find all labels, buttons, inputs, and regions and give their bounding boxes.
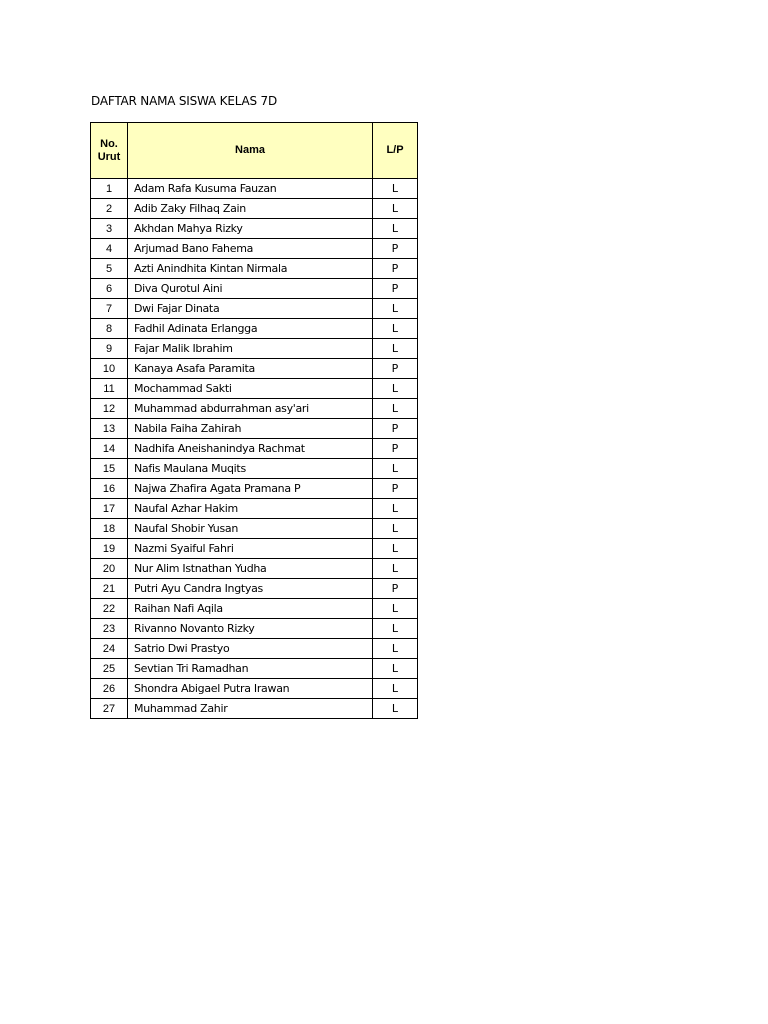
- row-number: 8: [91, 319, 128, 339]
- student-gender: L: [373, 619, 418, 639]
- row-number: 16: [91, 479, 128, 499]
- table-row: [91, 479, 418, 499]
- student-table: [90, 122, 418, 719]
- student-name: Nafis Maulana Muqits: [128, 459, 373, 479]
- student-gender: L: [373, 179, 418, 199]
- student-gender: L: [373, 339, 418, 359]
- table-row: [91, 339, 418, 359]
- row-number: 13: [91, 419, 128, 439]
- row-number: 21: [91, 579, 128, 599]
- row-number: 5: [91, 259, 128, 279]
- student-name: Nadhifa Aneishanindya Rachmat: [128, 439, 373, 459]
- student-gender: L: [373, 559, 418, 579]
- student-gender: L: [373, 399, 418, 419]
- table-row: [91, 579, 418, 599]
- row-number: 14: [91, 439, 128, 459]
- row-number: 4: [91, 239, 128, 259]
- row-number: 19: [91, 539, 128, 559]
- student-gender: P: [373, 259, 418, 279]
- table-row: [91, 459, 418, 479]
- header-gender: L/P: [373, 123, 418, 179]
- student-gender: L: [373, 459, 418, 479]
- row-number: 3: [91, 219, 128, 239]
- row-number: 15: [91, 459, 128, 479]
- student-name: Muhammad abdurrahman asy'ari: [128, 399, 373, 419]
- row-number: 20: [91, 559, 128, 579]
- student-gender: L: [373, 679, 418, 699]
- student-name: Naufal Shobir Yusan: [128, 519, 373, 539]
- header-row: [91, 123, 418, 179]
- table-row: [91, 439, 418, 459]
- student-name: Mochammad Sakti: [128, 379, 373, 399]
- student-gender: L: [373, 319, 418, 339]
- document-title: DAFTAR NAMA SISWA KELAS 7D: [91, 94, 277, 108]
- header-no-label: No. Urut: [97, 137, 121, 163]
- row-number: 27: [91, 699, 128, 719]
- student-name: Arjumad Bano Fahema: [128, 239, 373, 259]
- student-gender: L: [373, 659, 418, 679]
- student-name: Adib Zaky Filhaq Zain: [128, 199, 373, 219]
- student-name: Azti Anindhita Kintan Nirmala: [128, 259, 373, 279]
- table-body: [91, 179, 418, 719]
- student-name: Nabila Faiha Zahirah: [128, 419, 373, 439]
- row-number: 17: [91, 499, 128, 519]
- table-row: [91, 499, 418, 519]
- student-name: Adam Rafa Kusuma Fauzan: [128, 179, 373, 199]
- table-row: [91, 259, 418, 279]
- student-gender: L: [373, 219, 418, 239]
- row-number: 2: [91, 199, 128, 219]
- student-name: Satrio Dwi Prastyo: [128, 639, 373, 659]
- student-gender: L: [373, 379, 418, 399]
- row-number: 11: [91, 379, 128, 399]
- table-row: [91, 699, 418, 719]
- table-row: [91, 519, 418, 539]
- student-gender: P: [373, 239, 418, 259]
- student-name: Diva Qurotul Aini: [128, 279, 373, 299]
- student-gender: L: [373, 519, 418, 539]
- student-gender: P: [373, 359, 418, 379]
- student-name: Putri Ayu Candra Ingtyas: [128, 579, 373, 599]
- student-gender: P: [373, 419, 418, 439]
- table-row: [91, 279, 418, 299]
- student-name: Rivanno Novanto Rizky: [128, 619, 373, 639]
- table-row: [91, 539, 418, 559]
- table-row: [91, 239, 418, 259]
- row-number: 24: [91, 639, 128, 659]
- table-row: [91, 599, 418, 619]
- row-number: 22: [91, 599, 128, 619]
- student-gender: L: [373, 639, 418, 659]
- table-row: [91, 399, 418, 419]
- student-gender: L: [373, 539, 418, 559]
- student-gender: P: [373, 479, 418, 499]
- student-name: Nur Alim Istnathan Yudha: [128, 559, 373, 579]
- row-number: 10: [91, 359, 128, 379]
- header-no: [91, 123, 128, 179]
- table-row: [91, 179, 418, 199]
- table-row: [91, 559, 418, 579]
- student-name: Nazmi Syaiful Fahri: [128, 539, 373, 559]
- student-name: Naufal Azhar Hakim: [128, 499, 373, 519]
- student-name: Muhammad Zahir: [128, 699, 373, 719]
- student-name: Raihan Nafi Aqila: [128, 599, 373, 619]
- row-number: 26: [91, 679, 128, 699]
- student-gender: P: [373, 439, 418, 459]
- table-row: [91, 299, 418, 319]
- student-name: Fadhil Adinata Erlangga: [128, 319, 373, 339]
- row-number: 1: [91, 179, 128, 199]
- student-gender: L: [373, 199, 418, 219]
- student-name: Akhdan Mahya Rizky: [128, 219, 373, 239]
- table-row: [91, 419, 418, 439]
- row-number: 6: [91, 279, 128, 299]
- table-row: [91, 359, 418, 379]
- student-gender: P: [373, 279, 418, 299]
- student-gender: L: [373, 299, 418, 319]
- student-name: Dwi Fajar Dinata: [128, 299, 373, 319]
- row-number: 25: [91, 659, 128, 679]
- student-gender: L: [373, 499, 418, 519]
- table-row: [91, 219, 418, 239]
- student-name: Shondra Abigael Putra Irawan: [128, 679, 373, 699]
- student-gender: P: [373, 579, 418, 599]
- table-row: [91, 639, 418, 659]
- table-row: [91, 379, 418, 399]
- row-number: 23: [91, 619, 128, 639]
- student-gender: L: [373, 699, 418, 719]
- header-name: Nama: [128, 123, 373, 179]
- row-number: 12: [91, 399, 128, 419]
- table-row: [91, 659, 418, 679]
- row-number: 7: [91, 299, 128, 319]
- student-name: Sevtian Tri Ramadhan: [128, 659, 373, 679]
- student-name: Kanaya Asafa Paramita: [128, 359, 373, 379]
- student-name: Najwa Zhafira Agata Pramana P: [128, 479, 373, 499]
- student-gender: L: [373, 599, 418, 619]
- table-row: [91, 199, 418, 219]
- row-number: 18: [91, 519, 128, 539]
- table-row: [91, 679, 418, 699]
- row-number: 9: [91, 339, 128, 359]
- student-name: Fajar Malik Ibrahim: [128, 339, 373, 359]
- table-row: [91, 319, 418, 339]
- table-row: [91, 619, 418, 639]
- table-header: [91, 123, 418, 179]
